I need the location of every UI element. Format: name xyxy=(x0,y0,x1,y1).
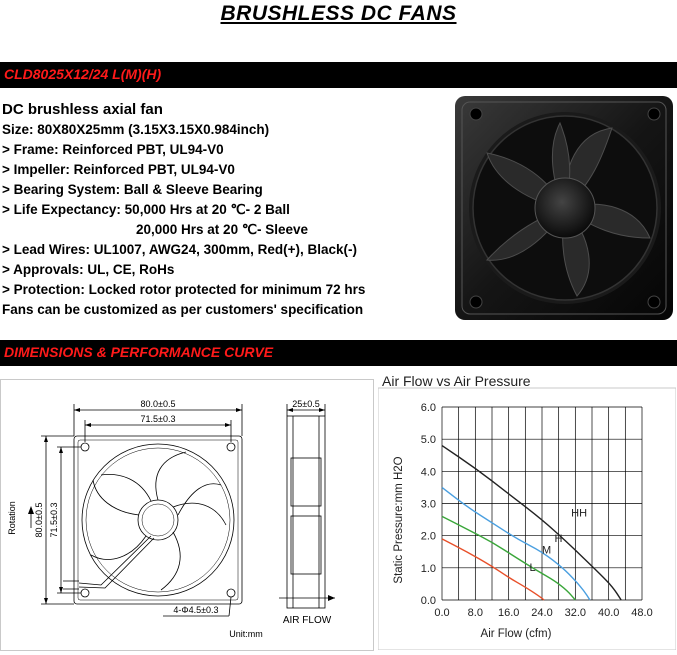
dim-width-outer: 80.0±0.5 xyxy=(140,399,176,409)
rotation-label: Rotation xyxy=(7,501,17,535)
model-label: CLD8025X12/24 L(M)(H) xyxy=(4,66,162,82)
hole-spec: 4-Φ4.5±0.3 xyxy=(173,605,219,615)
spec-life-ball: > Life Expectancy: 50,000 Hrs at 20 ℃- 2 Ball xyxy=(2,202,290,217)
spec-customization: Fans can be customized as per customers' specification xyxy=(2,302,364,317)
x-tick-label: 0.0 xyxy=(434,607,450,619)
y-tick-label: 3.0 xyxy=(420,498,436,511)
series-label-m: M xyxy=(542,544,552,557)
airflow-label: AIR FLOW xyxy=(282,615,332,626)
x-tick-label: 8.0 xyxy=(467,607,483,619)
dim-height-inner: 71.5±0.3 xyxy=(49,502,59,538)
series-label-l: L xyxy=(529,562,536,575)
performance-chart xyxy=(378,370,676,650)
page-title: BRUSHLESS DC FANS xyxy=(220,2,457,25)
spec-list xyxy=(2,99,452,320)
spec-life-sleeve: 20,000 Hrs at 20 ℃- Sleeve xyxy=(136,222,309,237)
series-line-hh xyxy=(442,446,621,600)
spec-frame: > Frame: Reinforced PBT, UL94-V0 xyxy=(2,142,224,157)
unit-label: Unit:mm xyxy=(229,629,263,639)
dimension-drawing-svg xyxy=(1,380,373,650)
spec-approvals: > Approvals: UL, CE, RoHs xyxy=(2,262,175,277)
x-tick-label: 16.0 xyxy=(497,607,520,619)
series-label-hh: HH xyxy=(571,507,588,520)
model-header-bar xyxy=(0,62,677,88)
y-tick-label: 6.0 xyxy=(420,402,436,414)
x-tick-label: 32.0 xyxy=(564,607,587,619)
spec-impeller: > Impeller: Reinforced PBT, UL94-V0 xyxy=(2,162,235,177)
y-tick-label: 0.0 xyxy=(420,595,436,607)
spec-lead-wires: > Lead Wires: UL1007, AWG24, 300mm, Red(+), Black(-) xyxy=(2,242,358,257)
spec-size: Size: 80X80X25mm (3.15X3.15X0.984inch) xyxy=(2,122,270,137)
dim-depth: 25±0.5 xyxy=(292,399,320,409)
x-tick-label: 48.0 xyxy=(631,607,653,619)
y-tick-label: 2.0 xyxy=(420,530,436,543)
y-tick-label: 5.0 xyxy=(420,434,436,447)
spec-bearing: > Bearing System: Ball & Sleeve Bearing xyxy=(2,182,263,197)
x-tick-label: 40.0 xyxy=(597,607,620,619)
dim-width-inner: 71.5±0.3 xyxy=(140,414,176,424)
performance-chart-svg xyxy=(378,370,676,650)
dim-height-outer: 80.0±0.5 xyxy=(34,502,44,538)
y-tick-label: 4.0 xyxy=(420,466,436,479)
chart-title: Air Flow vs Air Pressure xyxy=(382,373,531,389)
fan-product-image xyxy=(452,88,677,326)
chart-ylabel: Static Pressure:mm H2O xyxy=(393,456,405,584)
x-tick-label: 24.0 xyxy=(531,607,553,619)
y-tick-label: 1.0 xyxy=(420,562,436,575)
spec-heading: DC brushless axial fan xyxy=(2,101,163,118)
dimension-drawing xyxy=(0,379,374,651)
chart-xlabel: Air Flow (cfm) xyxy=(480,628,552,640)
series-label-h: H xyxy=(554,533,563,546)
section-header-bar xyxy=(0,340,677,366)
spec-protection: > Protection: Locked rotor protected for minimum 72 hrs xyxy=(2,282,366,297)
section-label: DIMENSIONS & PERFORMANCE CURVE xyxy=(4,344,274,360)
